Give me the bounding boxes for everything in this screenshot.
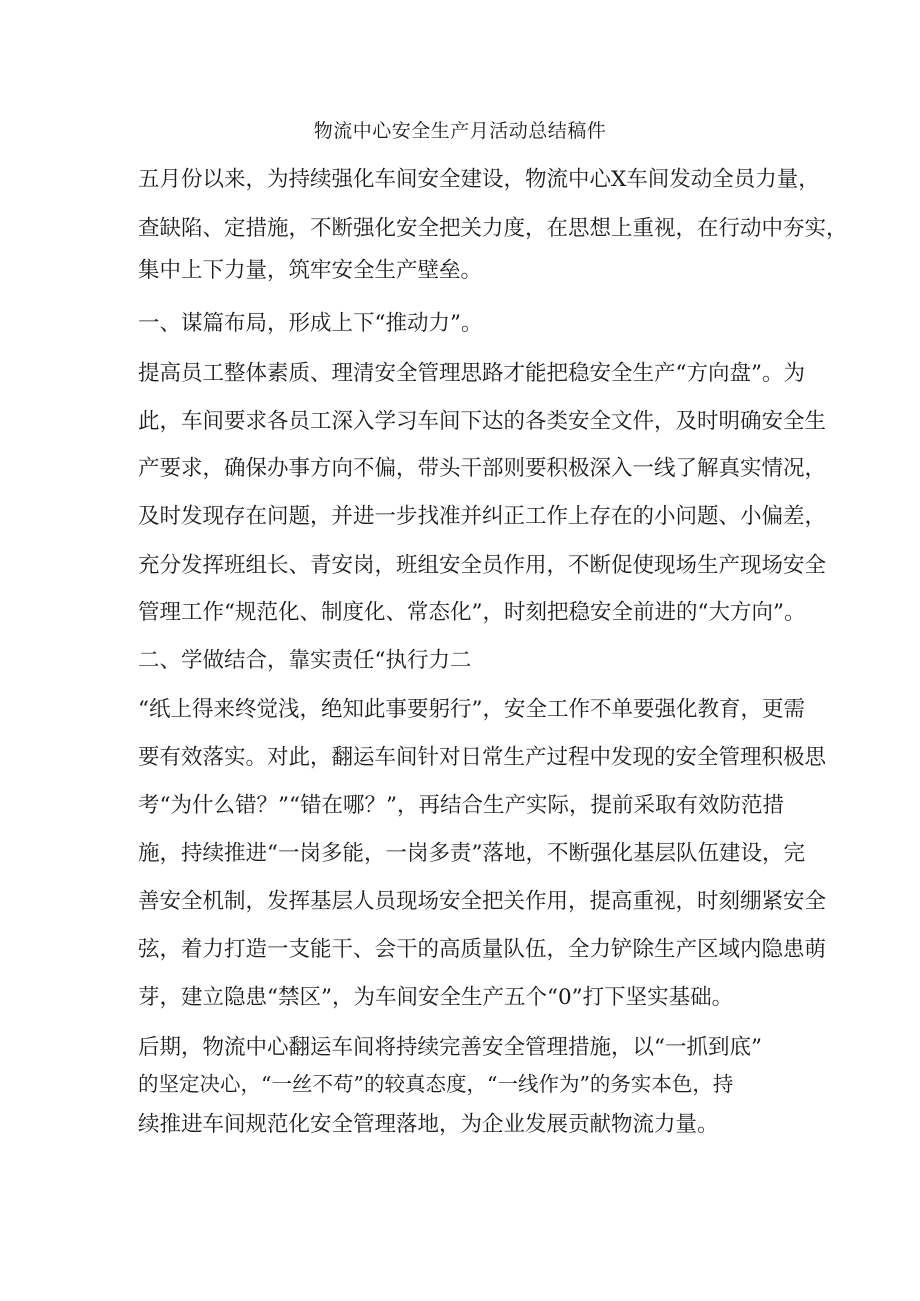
paragraph-line: “纸上得来终觉浅，绝知此事要躬行”，安全工作不单要强化教育，更需 [138, 697, 805, 722]
paragraph-line: 续推进车间规范化安全管理落地，为企业发展贡献物流力量。 [138, 1112, 719, 1137]
paragraph-line: 的坚定决心，“一丝不苟”的较真态度，“一线作为”的务实本色，持 [138, 1072, 734, 1096]
paragraph-line: 查缺陷、定措施，不断强化安全把关力度，在思想上重视，在行动中夯实， [138, 216, 848, 241]
section-heading: 一、谋篇布局，形成上下“推动力”。 [138, 311, 483, 336]
paragraph-line: 管理工作“规范化、制度化、常态化”，时刻把稳安全前进的“大方向”。 [138, 600, 806, 625]
paragraph-line: 弦，着力打造一支能干、会干的高质量队伍，全力铲除生产区域内隐患萌 [138, 937, 827, 962]
paragraph-line: 施，持续推进“一岗多能，一岗多责”落地，不断强化基层队伍建设，完 [138, 841, 805, 866]
paragraph-line: 此，车间要求各员工深入学习车间下达的各类安全文件，及时明确安全生 [138, 409, 827, 434]
paragraph-line: 要有效落实。对此，翻运车间针对日常生产过程中发现的安全管理积极思 [138, 745, 827, 770]
paragraph-line: 集中上下力量，筑牢安全生产壁垒。 [138, 258, 483, 283]
paragraph-line: 产要求，确保办事方向不偏，带头干部则要积极深入一线了解真实情况， [138, 456, 827, 481]
paragraph-line: 善安全机制，发挥基层人员现场安全把关作用，提高重视，时刻绷紧安全 [138, 889, 827, 914]
paragraph-line: 充分发挥班组长、青安岗，班组安全员作用，不断促使现场生产现场安全 [138, 553, 827, 578]
document-title: 物流中心安全生产月活动总结稿件 [313, 120, 607, 142]
paragraph-line: 后期，物流中心翻运车间将持续完善安全管理措施，以“一抓到底” [138, 1035, 762, 1060]
paragraph-line: 提高员工整体素质、理清安全管理思路才能把稳安全生产“方向盘”。为 [138, 361, 805, 386]
section-heading: 二、学做结合，靠实责任“执行力二 [138, 648, 472, 673]
paragraph-line: 芽，建立隐患“禁区”，为车间安全生产五个“0”打下坚实基础。 [138, 985, 734, 1010]
paragraph-line: 考“为什么错？”“错在哪？”，再结合生产实际，提前采取有效防范措 [138, 793, 784, 818]
paragraph-line: 及时发现存在问题，并进一步找准并纠正工作上存在的小问题、小偏差， [138, 504, 827, 529]
paragraph-line: 五月份以来，为持续强化车间安全建设，物流中心X车间发动全员力量， [138, 167, 820, 192]
